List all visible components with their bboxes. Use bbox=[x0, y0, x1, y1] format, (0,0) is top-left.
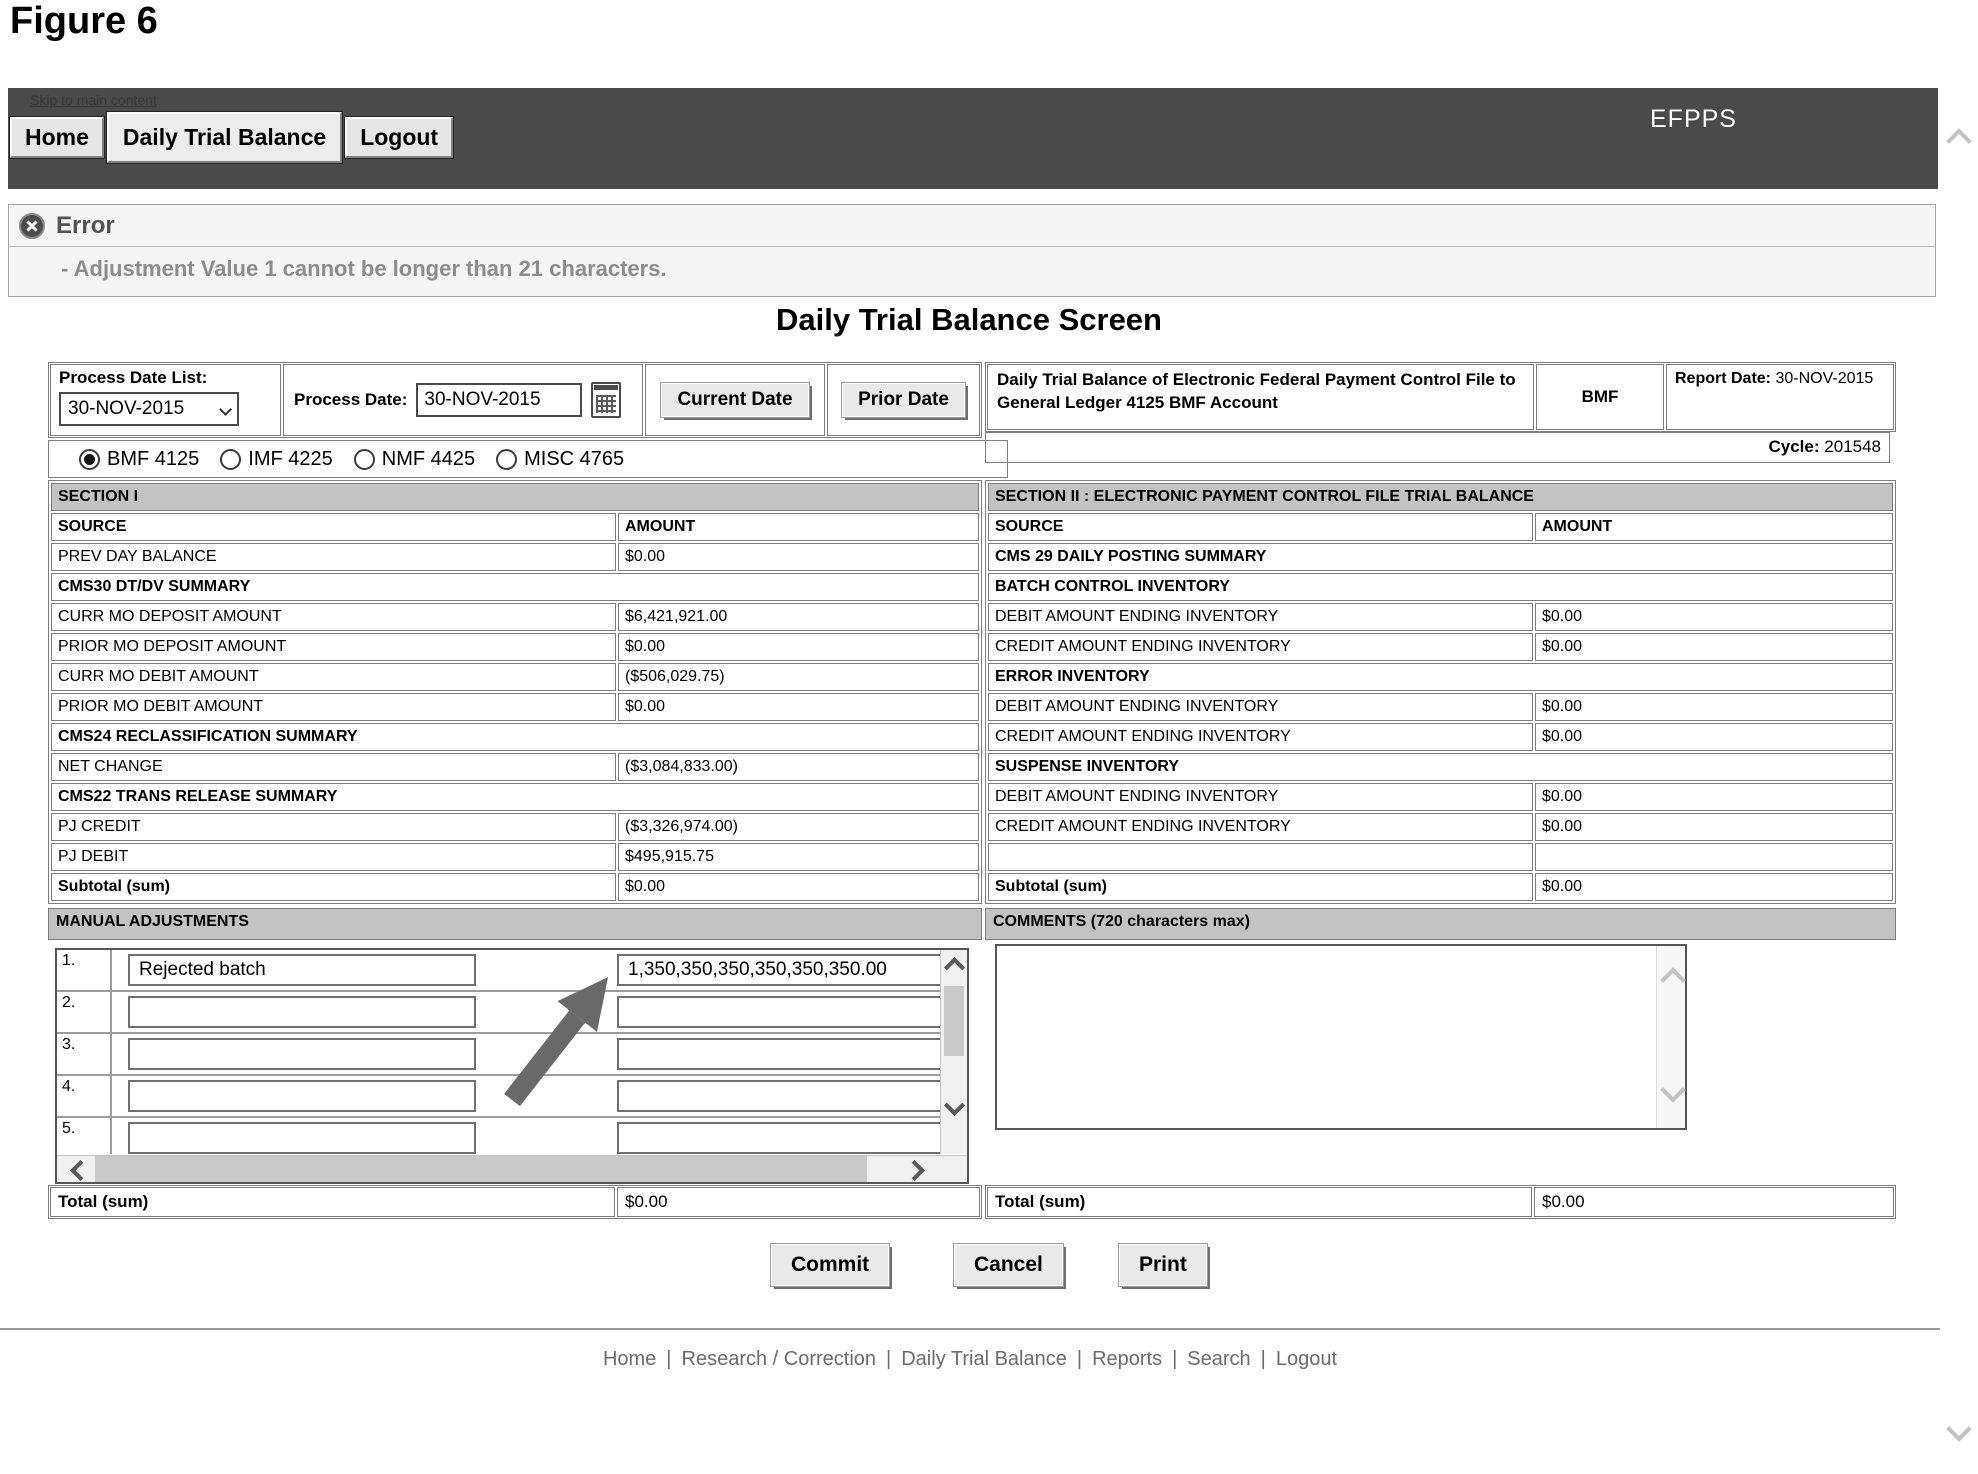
column-header-row bbox=[988, 513, 1893, 541]
row-amount: $0.00 bbox=[618, 873, 979, 901]
chevron-up-icon[interactable] bbox=[1660, 967, 1685, 992]
row-amount bbox=[1535, 843, 1893, 871]
table-row bbox=[988, 663, 1893, 691]
row-amount: $0.00 bbox=[1535, 813, 1893, 841]
table-row bbox=[51, 843, 979, 871]
section-title-row bbox=[988, 483, 1893, 511]
row-label: CREDIT AMOUNT ENDING INVENTORY bbox=[988, 723, 1533, 751]
process-date-list-cell bbox=[50, 364, 281, 436]
comments-header: COMMENTS (720 characters max) bbox=[985, 908, 1896, 940]
table-row bbox=[51, 783, 979, 811]
table-row bbox=[51, 663, 979, 691]
radio-misc-4765[interactable] bbox=[496, 449, 517, 470]
adjustments-total-row bbox=[48, 1185, 982, 1219]
table-row bbox=[988, 783, 1893, 811]
figure-label: Figure 6 bbox=[10, 0, 158, 42]
group-label: SUSPENSE INVENTORY bbox=[988, 753, 1893, 781]
footer-links bbox=[0, 1348, 1940, 1371]
comments-textarea[interactable] bbox=[997, 946, 1653, 1124]
adjustment-description-input-1[interactable] bbox=[128, 954, 476, 986]
row-label: Subtotal (sum) bbox=[51, 873, 616, 901]
chevron-left-icon[interactable] bbox=[70, 1160, 91, 1181]
group-label: CMS24 RECLASSIFICATION SUMMARY bbox=[51, 723, 979, 751]
error-message: - Adjustment Value 1 cannot be longer than 21 characters. bbox=[61, 256, 667, 281]
nav-button-daily-trial-balance[interactable]: Daily Trial Balance bbox=[107, 112, 342, 163]
section2-table bbox=[985, 480, 1896, 904]
footer-separator: | bbox=[1172, 1348, 1178, 1370]
radio-bmf-4125[interactable] bbox=[79, 449, 100, 470]
report-description: Daily Trial Balance of Electronic Federal Payment Control File to General Ledger 4125 BMF Account bbox=[987, 364, 1534, 430]
row-amount: $0.00 bbox=[1535, 603, 1893, 631]
page-scroll-down-icon[interactable] bbox=[1946, 1416, 1971, 1441]
section-title-row bbox=[51, 483, 979, 511]
adjustment-description-input-3[interactable] bbox=[128, 1038, 476, 1070]
footer-link-daily-trial-balance[interactable]: Daily Trial Balance bbox=[901, 1348, 1067, 1370]
error-title: Error bbox=[56, 212, 115, 239]
row-label: PJ CREDIT bbox=[51, 813, 616, 841]
prior-date-button[interactable]: Prior Date bbox=[841, 382, 966, 418]
radio-label-imf-4225: IMF 4225 bbox=[248, 447, 333, 470]
navbar bbox=[8, 88, 1938, 189]
total-value: $0.00 bbox=[1534, 1187, 1894, 1217]
scrollbar-thumb[interactable] bbox=[944, 986, 964, 1056]
footer-divider bbox=[0, 1328, 1940, 1330]
commit-button[interactable]: Commit bbox=[770, 1243, 890, 1287]
chevron-up-icon[interactable] bbox=[944, 957, 965, 978]
source-column-header: SOURCE bbox=[51, 513, 616, 541]
footer-link-home[interactable]: Home bbox=[602, 1348, 657, 1370]
table-row bbox=[988, 573, 1893, 601]
row-label: CURR MO DEPOSIT AMOUNT bbox=[51, 603, 616, 631]
row-label: DEBIT AMOUNT ENDING INVENTORY bbox=[988, 693, 1533, 721]
nav-button-home[interactable]: Home bbox=[10, 117, 104, 158]
footer-separator: | bbox=[666, 1348, 672, 1370]
process-date-list-label: Process Date List: bbox=[59, 368, 208, 387]
footer-separator: | bbox=[1260, 1348, 1266, 1370]
row-amount: $495,915.75 bbox=[618, 843, 979, 871]
row-label: PREV DAY BALANCE bbox=[51, 543, 616, 571]
group-label: CMS 29 DAILY POSTING SUMMARY bbox=[988, 543, 1893, 571]
table-row bbox=[51, 693, 979, 721]
report-date-value: 30-NOV-2015 bbox=[1775, 370, 1874, 387]
row-amount: $0.00 bbox=[1535, 873, 1893, 901]
adjustment-row-number: 1. bbox=[57, 950, 112, 990]
adjustment-value-input-4[interactable] bbox=[617, 1080, 941, 1112]
footer-separator: | bbox=[1076, 1348, 1083, 1370]
file-type-radio-group bbox=[48, 440, 1008, 478]
adjustment-row-number: 3. bbox=[57, 1034, 112, 1074]
group-label: CMS22 TRANS RELEASE SUMMARY bbox=[51, 783, 979, 811]
row-label: PRIOR MO DEBIT AMOUNT bbox=[51, 693, 616, 721]
comments-scrollbar[interactable] bbox=[1656, 946, 1685, 1128]
table-row bbox=[51, 723, 979, 751]
table-row bbox=[988, 873, 1893, 901]
table-row bbox=[51, 873, 979, 901]
amount-column-header: AMOUNT bbox=[1535, 513, 1893, 541]
adjustments-horizontal-scrollbar[interactable] bbox=[57, 1155, 967, 1182]
nav-buttons bbox=[10, 112, 453, 163]
table-row bbox=[988, 813, 1893, 841]
footer-link-research-correction[interactable]: Research / Correction bbox=[681, 1348, 877, 1370]
amount-column-header: AMOUNT bbox=[618, 513, 979, 541]
table-row bbox=[988, 603, 1893, 631]
nav-button-logout[interactable]: Logout bbox=[345, 117, 453, 158]
report-date-label: Report Date: bbox=[1675, 370, 1772, 387]
row-label: NET CHANGE bbox=[51, 753, 616, 781]
total-label: Total (sum) bbox=[50, 1187, 615, 1217]
prior-date-cell bbox=[827, 364, 980, 436]
process-date-list-value: 30-NOV-2015 bbox=[68, 398, 185, 419]
row-label: DEBIT AMOUNT ENDING INVENTORY bbox=[988, 603, 1533, 631]
table-row bbox=[988, 723, 1893, 751]
page-title: Daily Trial Balance Screen bbox=[776, 302, 1162, 337]
table-row bbox=[51, 753, 979, 781]
adjustment-description-input-4[interactable] bbox=[128, 1080, 476, 1112]
adjustment-row bbox=[57, 1076, 941, 1118]
skip-to-content-link[interactable]: Skip to main content bbox=[30, 92, 157, 108]
manual-adjustments-panel bbox=[55, 948, 969, 1184]
chevron-right-icon[interactable] bbox=[904, 1160, 925, 1181]
adjustment-row bbox=[57, 992, 941, 1034]
process-date-input[interactable] bbox=[416, 383, 582, 417]
adjustment-row bbox=[57, 950, 941, 992]
table-row bbox=[988, 753, 1893, 781]
row-amount: $0.00 bbox=[618, 633, 979, 661]
chevron-down-icon bbox=[219, 403, 232, 416]
row-amount: $0.00 bbox=[1535, 783, 1893, 811]
row-label: DEBIT AMOUNT ENDING INVENTORY bbox=[988, 783, 1533, 811]
row-amount: $0.00 bbox=[1535, 693, 1893, 721]
row-amount: $6,421,921.00 bbox=[618, 603, 979, 631]
process-date-cell bbox=[283, 364, 643, 436]
row-label: PRIOR MO DEPOSIT AMOUNT bbox=[51, 633, 616, 661]
calendar-icon[interactable] bbox=[591, 382, 621, 418]
footer-link-reports[interactable]: Reports bbox=[1092, 1348, 1163, 1370]
row-amount: $0.00 bbox=[618, 543, 979, 571]
total-label: Total (sum) bbox=[987, 1187, 1532, 1217]
source-column-header: SOURCE bbox=[988, 513, 1533, 541]
report-header bbox=[985, 362, 1896, 432]
error-icon bbox=[19, 213, 45, 239]
print-button[interactable]: Print bbox=[1118, 1243, 1208, 1287]
row-label: CREDIT AMOUNT ENDING INVENTORY bbox=[988, 633, 1533, 661]
section1-table bbox=[48, 480, 982, 904]
row-label: CREDIT AMOUNT ENDING INVENTORY bbox=[988, 813, 1533, 841]
table-row bbox=[51, 813, 979, 841]
total-value: $0.00 bbox=[617, 1187, 980, 1217]
process-date-list-select[interactable] bbox=[59, 392, 239, 426]
radio-label-misc-4765: MISC 4765 bbox=[524, 447, 625, 470]
table-row bbox=[988, 543, 1893, 571]
adjustment-description-input-5[interactable] bbox=[128, 1122, 476, 1154]
radio-label-bmf-4125: BMF 4125 bbox=[107, 447, 200, 470]
group-label: CMS30 DT/DV SUMMARY bbox=[51, 573, 979, 601]
adjustment-row bbox=[57, 1034, 941, 1076]
table-row bbox=[988, 693, 1893, 721]
cycle-value: 201548 bbox=[1824, 437, 1881, 456]
section-title: SECTION I bbox=[51, 483, 979, 511]
current-date-button[interactable]: Current Date bbox=[660, 382, 809, 418]
cycle-cell bbox=[985, 432, 1890, 463]
adjustment-row-number: 2. bbox=[57, 992, 112, 1032]
process-date-label: Process Date: bbox=[294, 390, 408, 409]
row-amount: $0.00 bbox=[618, 693, 979, 721]
table-row bbox=[51, 573, 979, 601]
adjustment-row bbox=[57, 1118, 941, 1154]
scrollbar-thumb[interactable] bbox=[95, 1156, 867, 1182]
cycle-label: Cycle: bbox=[1768, 437, 1820, 456]
footer-separator: | bbox=[886, 1348, 892, 1370]
row-label: CURR MO DEBIT AMOUNT bbox=[51, 663, 616, 691]
table-row bbox=[51, 543, 979, 571]
error-banner bbox=[8, 204, 1936, 297]
footer-link-search[interactable]: Search bbox=[1187, 1348, 1251, 1370]
radio-imf-4225[interactable] bbox=[220, 449, 241, 470]
adjustment-value-input-3[interactable] bbox=[617, 1038, 941, 1070]
table-row bbox=[51, 603, 979, 631]
table-row bbox=[988, 633, 1893, 661]
row-label: Subtotal (sum) bbox=[988, 873, 1533, 901]
error-header bbox=[9, 205, 1935, 247]
section-title: SECTION II : ELECTRONIC PAYMENT CONTROL FILE TRIAL BALANCE bbox=[988, 483, 1893, 511]
cancel-button[interactable]: Cancel bbox=[953, 1243, 1064, 1287]
current-date-cell bbox=[645, 364, 825, 436]
row-amount: $0.00 bbox=[1535, 723, 1893, 751]
manual-adjustments-header: MANUAL ADJUSTMENTS bbox=[48, 908, 982, 940]
chevron-down-icon[interactable] bbox=[1660, 1077, 1685, 1102]
page-scroll-up-icon[interactable] bbox=[1946, 128, 1971, 153]
row-amount: ($3,326,974.00) bbox=[618, 813, 979, 841]
adjustment-value-input-1[interactable] bbox=[617, 954, 941, 986]
table-row bbox=[51, 633, 979, 661]
section2-total-row bbox=[985, 1185, 1896, 1219]
adjustment-value-input-2[interactable] bbox=[617, 996, 941, 1028]
process-date-header bbox=[48, 362, 982, 438]
row-label: PJ DEBIT bbox=[51, 843, 616, 871]
table-row bbox=[988, 843, 1893, 871]
adjustment-rows bbox=[57, 950, 941, 1154]
report-date-cell bbox=[1666, 364, 1894, 430]
radio-nmf-4425[interactable] bbox=[354, 449, 375, 470]
adjustment-description-input-2[interactable] bbox=[128, 996, 476, 1028]
app-name: EFPPS bbox=[1650, 105, 1737, 133]
chevron-down-icon[interactable] bbox=[944, 1095, 965, 1116]
radio-label-nmf-4425: NMF 4425 bbox=[381, 447, 476, 470]
comments-panel bbox=[995, 944, 1687, 1130]
adjustment-value-input-5[interactable] bbox=[617, 1122, 941, 1154]
adjustments-vertical-scrollbar[interactable] bbox=[940, 950, 967, 1154]
group-label: BATCH CONTROL INVENTORY bbox=[988, 573, 1893, 601]
footer-link-logout[interactable]: Logout bbox=[1275, 1348, 1338, 1370]
group-label: ERROR INVENTORY bbox=[988, 663, 1893, 691]
column-header-row bbox=[51, 513, 979, 541]
account-type: BMF bbox=[1536, 364, 1664, 430]
row-amount: ($506,029.75) bbox=[618, 663, 979, 691]
row-amount: ($3,084,833.00) bbox=[618, 753, 979, 781]
adjustment-row-number: 5. bbox=[57, 1118, 112, 1154]
row-label bbox=[988, 843, 1533, 871]
row-amount: $0.00 bbox=[1535, 633, 1893, 661]
adjustment-row-number: 4. bbox=[57, 1076, 112, 1116]
